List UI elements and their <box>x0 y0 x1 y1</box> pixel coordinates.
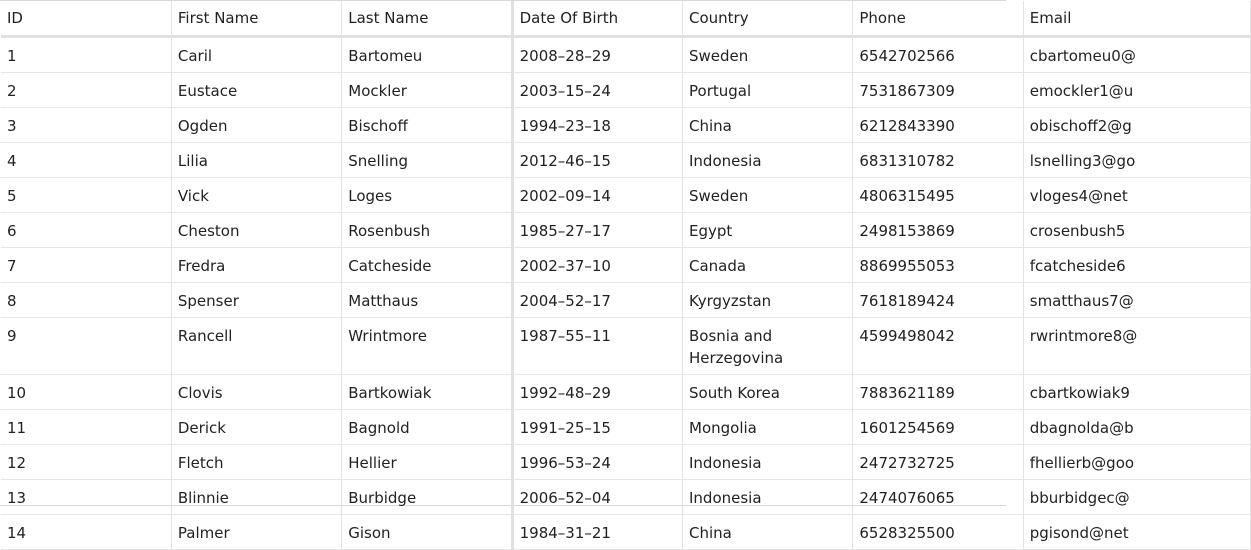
header-row <box>1 1 1251 37</box>
cell-email[interactable]: bburbidgec@ <box>1023 480 1250 515</box>
cell-phone[interactable]: 1601254569 <box>853 410 1023 445</box>
column-header-last-name[interactable]: Last Name <box>342 1 512 37</box>
cell-phone[interactable]: 2472732725 <box>853 445 1023 480</box>
cell-phone[interactable]: 8869955053 <box>853 248 1023 283</box>
cell-phone[interactable]: 2474076065 <box>853 480 1023 515</box>
cell-country[interactable]: Indonesia <box>683 480 853 515</box>
data-table <box>1 1 1251 550</box>
table-row[interactable] <box>1 375 1251 410</box>
cell-date-of-birth[interactable]: 1992–48–29 <box>512 375 682 410</box>
cell-date-of-birth[interactable]: 2003–15–24 <box>512 73 682 108</box>
cell-country[interactable]: Sweden <box>683 178 853 213</box>
table-row[interactable] <box>1 73 1251 108</box>
cell-first-name[interactable]: Palmer <box>171 515 341 550</box>
cell-phone[interactable]: 4599498042 <box>853 318 1023 375</box>
cell-first-name[interactable]: Ogden <box>171 108 341 143</box>
cell-last-name[interactable]: Matthaus <box>342 283 512 318</box>
cell-email[interactable]: rwrintmore8@ <box>1023 318 1250 375</box>
cell-phone[interactable]: 6528325500 <box>853 515 1023 550</box>
cell-email[interactable]: dbagnolda@b <box>1023 410 1250 445</box>
cell-last-name[interactable]: Wrintmore <box>342 318 512 375</box>
cell-country[interactable]: Indonesia <box>683 445 853 480</box>
cell-first-name[interactable]: Derick <box>171 410 341 445</box>
cell-email[interactable]: fcatcheside6 <box>1023 248 1250 283</box>
cell-id[interactable]: 11 <box>1 410 171 445</box>
cell-first-name[interactable]: Lilia <box>171 143 341 178</box>
cell-country[interactable]: Canada <box>683 248 853 283</box>
cell-email[interactable]: cbartomeu0@ <box>1023 37 1250 73</box>
table-row[interactable] <box>1 248 1251 283</box>
cell-email[interactable]: lsnelling3@go <box>1023 143 1250 178</box>
cell-id[interactable]: 2 <box>1 73 171 108</box>
cell-first-name[interactable]: Vick <box>171 178 341 213</box>
column-header-id[interactable]: ID <box>1 1 171 37</box>
cell-first-name[interactable]: Spenser <box>171 283 341 318</box>
table-row[interactable] <box>1 108 1251 143</box>
cell-last-name[interactable]: Hellier <box>342 445 512 480</box>
cell-phone[interactable]: 7531867309 <box>853 73 1023 108</box>
cell-last-name[interactable]: Snelling <box>342 143 512 178</box>
cell-email[interactable]: obischoff2@g <box>1023 108 1250 143</box>
cell-date-of-birth[interactable]: 1991–25–15 <box>512 410 682 445</box>
cell-phone[interactable]: 6212843390 <box>853 108 1023 143</box>
cell-first-name[interactable]: Caril <box>171 37 341 73</box>
cell-id[interactable]: 3 <box>1 108 171 143</box>
cell-phone[interactable]: 2498153869 <box>853 213 1023 248</box>
table-row[interactable] <box>1 283 1251 318</box>
table-body <box>1 37 1251 550</box>
cell-country[interactable]: Sweden <box>683 37 853 73</box>
cell-phone[interactable]: 6831310782 <box>853 143 1023 178</box>
cell-id[interactable]: 4 <box>1 143 171 178</box>
cell-id[interactable]: 14 <box>1 515 171 550</box>
table-row[interactable] <box>1 318 1251 375</box>
cell-first-name[interactable]: Eustace <box>171 73 341 108</box>
cell-id[interactable]: 1 <box>1 37 171 73</box>
cell-last-name[interactable]: Rosenbush <box>342 213 512 248</box>
cell-date-of-birth[interactable]: 2006–52–04 <box>512 480 682 515</box>
cell-phone[interactable]: 6542702566 <box>853 37 1023 73</box>
column-header-email[interactable]: Email <box>1023 1 1250 37</box>
cell-email[interactable]: cbartkowiak9 <box>1023 375 1250 410</box>
cell-country[interactable]: Portugal <box>683 73 853 108</box>
cell-country[interactable]: China <box>683 515 853 550</box>
column-header-date-of-birth[interactable]: Date Of Birth <box>512 1 682 37</box>
cell-date-of-birth[interactable]: 2008–28–29 <box>512 37 682 73</box>
cell-date-of-birth[interactable]: 2002–09–14 <box>512 178 682 213</box>
cell-id[interactable]: 6 <box>1 213 171 248</box>
table-row[interactable] <box>1 410 1251 445</box>
cell-date-of-birth[interactable]: 1984–31–21 <box>512 515 682 550</box>
cell-last-name[interactable]: Mockler <box>342 73 512 108</box>
cell-email[interactable]: smatthaus7@ <box>1023 283 1250 318</box>
cell-country[interactable]: South Korea <box>683 375 853 410</box>
table-row[interactable] <box>1 37 1251 73</box>
cell-first-name[interactable]: Fredra <box>171 248 341 283</box>
cell-id[interactable]: 13 <box>1 480 171 515</box>
cell-last-name[interactable]: Gison <box>342 515 512 550</box>
cell-phone[interactable]: 7883621189 <box>853 375 1023 410</box>
cell-country[interactable]: Indonesia <box>683 143 853 178</box>
column-header-phone[interactable]: Phone <box>853 1 1023 37</box>
cell-country[interactable]: Egypt <box>683 213 853 248</box>
cell-date-of-birth[interactable]: 1987–55–11 <box>512 318 682 375</box>
table-row[interactable] <box>1 143 1251 178</box>
cell-last-name[interactable]: Loges <box>342 178 512 213</box>
cell-date-of-birth[interactable]: 2002–37–10 <box>512 248 682 283</box>
column-header-country[interactable]: Country <box>683 1 853 37</box>
cell-id[interactable]: 12 <box>1 445 171 480</box>
cell-country[interactable]: China <box>683 108 853 143</box>
cell-id[interactable]: 8 <box>1 283 171 318</box>
table-row[interactable] <box>1 178 1251 213</box>
cell-date-of-birth[interactable]: 2012–46–15 <box>512 143 682 178</box>
cell-email[interactable]: pgisond@net <box>1023 515 1250 550</box>
table-row[interactable] <box>1 480 1251 515</box>
cell-country[interactable]: Mongolia <box>683 410 853 445</box>
cell-id[interactable]: 10 <box>1 375 171 410</box>
cell-date-of-birth[interactable]: 1994–23–18 <box>512 108 682 143</box>
cell-phone[interactable]: 7618189424 <box>853 283 1023 318</box>
column-header-first-name[interactable]: First Name <box>171 1 341 37</box>
cell-country[interactable]: Bosnia and Herzegovina <box>683 318 853 375</box>
cell-date-of-birth[interactable]: 1985–27–17 <box>512 213 682 248</box>
cell-first-name[interactable]: Cheston <box>171 213 341 248</box>
cell-date-of-birth[interactable]: 1996–53–24 <box>512 445 682 480</box>
table-row[interactable] <box>1 445 1251 480</box>
cell-last-name[interactable]: Bartkowiak <box>342 375 512 410</box>
cell-id[interactable]: 9 <box>1 318 171 375</box>
table-row[interactable] <box>1 515 1251 550</box>
cell-email[interactable]: crosenbush5 <box>1023 213 1250 248</box>
cell-email[interactable]: fhellierb@goo <box>1023 445 1250 480</box>
cell-last-name[interactable]: Burbidge <box>342 480 512 515</box>
cell-phone[interactable]: 4806315495 <box>853 178 1023 213</box>
cell-last-name[interactable]: Bartomeu <box>342 37 512 73</box>
cell-first-name[interactable]: Rancell <box>171 318 341 375</box>
cell-email[interactable]: vloges4@net <box>1023 178 1250 213</box>
cell-id[interactable]: 7 <box>1 248 171 283</box>
cell-id[interactable]: 5 <box>1 178 171 213</box>
cell-email[interactable]: emockler1@u <box>1023 73 1250 108</box>
cell-country[interactable]: Kyrgyzstan <box>683 283 853 318</box>
cell-last-name[interactable]: Catcheside <box>342 248 512 283</box>
cell-first-name[interactable]: Blinnie <box>171 480 341 515</box>
cell-last-name[interactable]: Bischoff <box>342 108 512 143</box>
cell-first-name[interactable]: Clovis <box>171 375 341 410</box>
table-row[interactable] <box>1 213 1251 248</box>
cell-last-name[interactable]: Bagnold <box>342 410 512 445</box>
cell-first-name[interactable]: Fletch <box>171 445 341 480</box>
cell-date-of-birth[interactable]: 2004–52–17 <box>512 283 682 318</box>
